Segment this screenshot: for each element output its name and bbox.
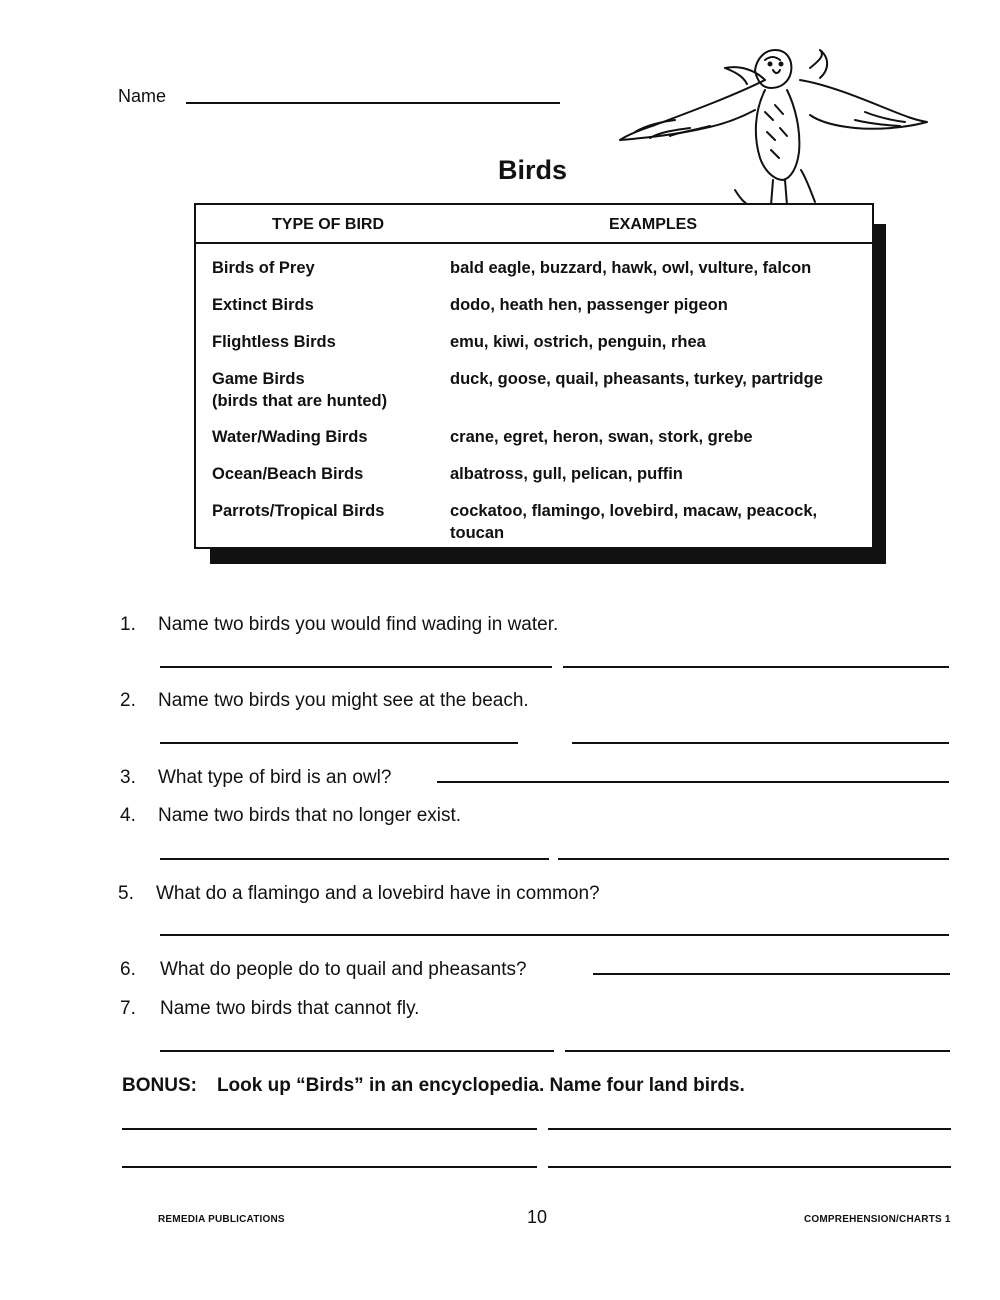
question-number: 7.	[120, 998, 136, 1019]
table-header	[196, 205, 872, 244]
question-text: What do a flamingo and a lovebird have in common?	[156, 883, 600, 904]
bird-examples: crane, egret, heron, swan, stork, grebe	[450, 428, 753, 446]
question-number: 2.	[120, 690, 136, 711]
answer-line[interactable]	[160, 858, 549, 860]
footer-series: COMPREHENSION/CHARTS 1	[804, 1214, 951, 1225]
bird-type: Ocean/Beach Birds	[212, 465, 364, 483]
bird-examples: emu, kiwi, ostrich, penguin, rhea	[450, 333, 706, 351]
bonus-text: Look up “Birds” in an encyclopedia. Name four land birds.	[216, 1075, 745, 1096]
question-text: What type of bird is an owl?	[158, 767, 392, 788]
birds-table	[194, 203, 874, 549]
answer-line[interactable]	[122, 1128, 537, 1130]
answer-line[interactable]	[548, 1166, 951, 1168]
bird-examples-cont: toucan	[450, 524, 505, 542]
question-number: 1.	[120, 614, 136, 635]
bird-examples: dodo, heath hen, passenger pigeon	[450, 296, 728, 314]
header-examples: EXAMPLES	[609, 216, 698, 233]
answer-line[interactable]	[548, 1128, 951, 1130]
question-number: 6.	[120, 959, 136, 980]
question-text: Name two birds you might see at the beach.	[158, 690, 529, 711]
answer-line[interactable]	[122, 1166, 537, 1168]
page-number: 10	[527, 1207, 548, 1227]
name-blank-line[interactable]	[186, 102, 560, 104]
footer-publisher: REMEDIA PUBLICATIONS	[158, 1214, 285, 1225]
answer-line[interactable]	[160, 666, 552, 668]
question-text: Name two birds that cannot fly.	[160, 998, 420, 1019]
answer-line[interactable]	[160, 742, 518, 744]
answer-line[interactable]	[160, 934, 949, 936]
bonus-question	[122, 1075, 745, 1097]
answer-line[interactable]	[565, 1050, 950, 1052]
question-text: What do people do to quail and pheasants?	[160, 959, 527, 980]
answer-line[interactable]	[563, 666, 949, 668]
bird-type: Water/Wading Birds	[212, 428, 368, 446]
question-number: 4.	[120, 805, 136, 826]
bird-type: Game Birds	[212, 370, 305, 388]
header-type-of-bird: TYPE OF BIRD	[272, 216, 385, 233]
answer-line[interactable]	[437, 781, 949, 783]
answer-line[interactable]	[558, 858, 949, 860]
question-number: 3.	[120, 767, 136, 788]
answer-line[interactable]	[593, 973, 950, 975]
answer-line[interactable]	[160, 1050, 554, 1052]
eagle-illustration	[615, 40, 935, 225]
question-text: Name two birds you would find wading in water.	[158, 614, 559, 635]
bird-examples: duck, goose, quail, pheasants, turkey, partridge	[450, 370, 823, 388]
bird-examples: cockatoo, flamingo, lovebird, macaw, peacock,	[450, 502, 818, 520]
question-number: 5.	[118, 883, 134, 904]
answer-line[interactable]	[572, 742, 949, 744]
bird-examples: bald eagle, buzzard, hawk, owl, vulture, falcon	[450, 259, 812, 277]
bird-type: Extinct Birds	[212, 296, 314, 314]
page-title: Birds	[498, 155, 568, 185]
bird-type-note: (birds that are hunted)	[212, 392, 388, 410]
bird-type: Parrots/Tropical Birds	[212, 502, 385, 520]
bird-type: Birds of Prey	[212, 259, 315, 277]
bird-type: Flightless Birds	[212, 333, 336, 351]
question-text: Name two birds that no longer exist.	[158, 805, 462, 826]
bird-examples: albatross, gull, pelican, puffin	[450, 465, 683, 483]
name-label: Name	[118, 86, 167, 106]
bonus-label: BONUS:	[122, 1075, 197, 1096]
